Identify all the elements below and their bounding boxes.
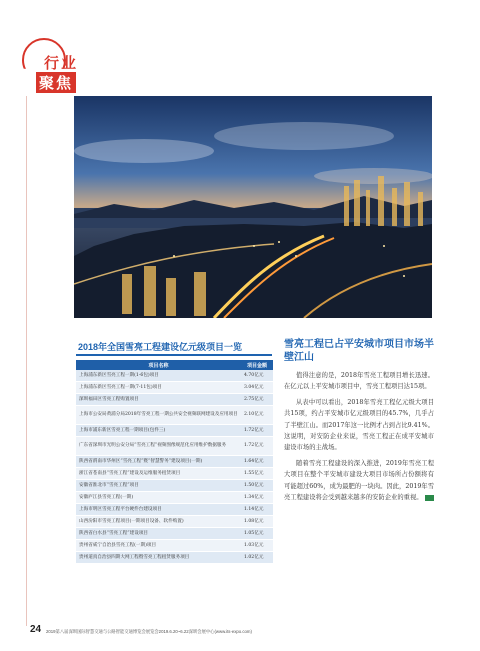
project-amount: 1.14亿元 [241, 504, 273, 516]
table-title: 2018年全国雪亮工程建设亿元级项目一览 [78, 342, 243, 352]
table-row [76, 382, 273, 394]
project-name: 浙江省苍南县“雪亮工程”建设及运维服务租赁项目 [76, 468, 241, 480]
header-project-name: 项目名称 [76, 360, 241, 370]
table-row [76, 552, 273, 564]
project-amount: 4.70亿元 [241, 370, 273, 382]
project-amount: 1.34亿元 [241, 492, 273, 504]
section-label-2: 聚焦 [36, 72, 76, 93]
header-project-amount: 项目金额 [241, 360, 273, 370]
side-rule [26, 96, 27, 626]
table-row [76, 394, 273, 406]
footer-text: 2019第八届深圳国际智慧交通与公路智能交通博览会展览会2019.6.20~6.22深圳会展中心(www.its-expo.com) [46, 629, 252, 634]
table-row [76, 528, 273, 540]
table-row [76, 540, 273, 552]
project-name: 上海市公安局黄浦分局2018年雪亮工程一期公共安全视频联网建设及应用项目 [76, 406, 241, 425]
table-row [76, 516, 273, 528]
project-amount: 2.75亿元 [241, 394, 273, 406]
table-row [76, 456, 273, 468]
table-row [76, 437, 273, 456]
project-amount: 1.72亿元 [241, 425, 273, 437]
project-name: 安徽省淮北市“雪亮工程”项目 [76, 480, 241, 492]
article-body [284, 370, 434, 507]
project-amount: 1.55亿元 [241, 468, 273, 480]
project-name: 山西汾阳市雪亮工程项目(一期项目设备、软件购置) [76, 516, 241, 528]
project-amount: 1.05亿元 [241, 528, 273, 540]
article-paragraph [284, 458, 434, 504]
article-paragraph-text: 随着雪亮工程建设的深入推进，2019年雪亮工程大项目在整个平安城市建设大项目市场所占份额将有可能超过60%，成为最肥的一块肉。因此，2019年雪亮工程建设将会受到越来越多的安防企业的重视。 [284, 459, 434, 502]
project-name: 贵州道真自治县四期大网工程暨雪亮工程租赁服务项目 [76, 552, 241, 564]
project-name: 广东省深圳市光明公安分局“雪亮工程”视频图像规范化应用维护数据服务 [76, 437, 241, 456]
table-row [76, 406, 273, 425]
project-amount: 1.50亿元 [241, 480, 273, 492]
project-amount: 2.10亿元 [241, 406, 273, 425]
project-name: 陕西省白水县“雪亮工程”建设项目 [76, 528, 241, 540]
project-name: 上海市浦东新区雪亮工程一期项目(包件三) [76, 425, 241, 437]
project-amount: 1.08亿元 [241, 516, 273, 528]
project-amount: 1.72亿元 [241, 437, 273, 456]
table-title-rule [76, 354, 272, 356]
article-title: 雪亮工程已占平安城市项目市场半壁江山 [284, 339, 434, 363]
project-name: 陕西省渭南市华州区“雪亮工程”暨“智慧警务”建设项目(一期) [76, 456, 241, 468]
article-paragraph: 值得注意的是，2018年雪亮工程项目增长迅速。在亿元以上平安城市项目中，雪亮工程项目达15项。 [284, 372, 434, 391]
table-row [76, 492, 273, 504]
projects-table [76, 360, 273, 564]
project-name: 安徽庐江县雪亮工程(一期) [76, 492, 241, 504]
project-name: 上海市明区雪亮工程平台硬件台建设项目 [76, 504, 241, 516]
project-amount: 1.02亿元 [241, 552, 273, 564]
section-label-1: 行业 [44, 55, 79, 72]
project-name: 上海浦东新区雪亮工程一期(1-6包)项目 [76, 370, 241, 382]
table-row [76, 468, 273, 480]
table-row [76, 480, 273, 492]
project-amount: 1.64亿元 [241, 456, 273, 468]
article-paragraph: 从表中可以看出，2018年雪亮工程亿元级大项目共15项，约占平安城市亿元级项目的45.7%，几乎占了半壁江山。而2017年这一比例才占到占比9.41%。这说明，对安防企业来说，雪亮工程正在成平安城市建设市场的主战场。 [284, 398, 434, 452]
table-row [76, 370, 273, 382]
project-amount: 3.04亿元 [241, 382, 273, 394]
table-row [76, 504, 273, 516]
project-name: 上海浦东新区雪亮工程一期(7-11包)项目 [76, 382, 241, 394]
project-name: 深圳福田区雪亮工程购置项目 [76, 394, 241, 406]
city-night-photo [74, 96, 432, 318]
end-mark-icon [425, 495, 434, 501]
project-amount: 1.03亿元 [241, 540, 273, 552]
page-number: 24 [30, 624, 42, 635]
table-row [76, 425, 273, 437]
section-badge [22, 38, 80, 92]
project-name: 贵州省威宁自治县雪亮工程(一期)项目 [76, 540, 241, 552]
